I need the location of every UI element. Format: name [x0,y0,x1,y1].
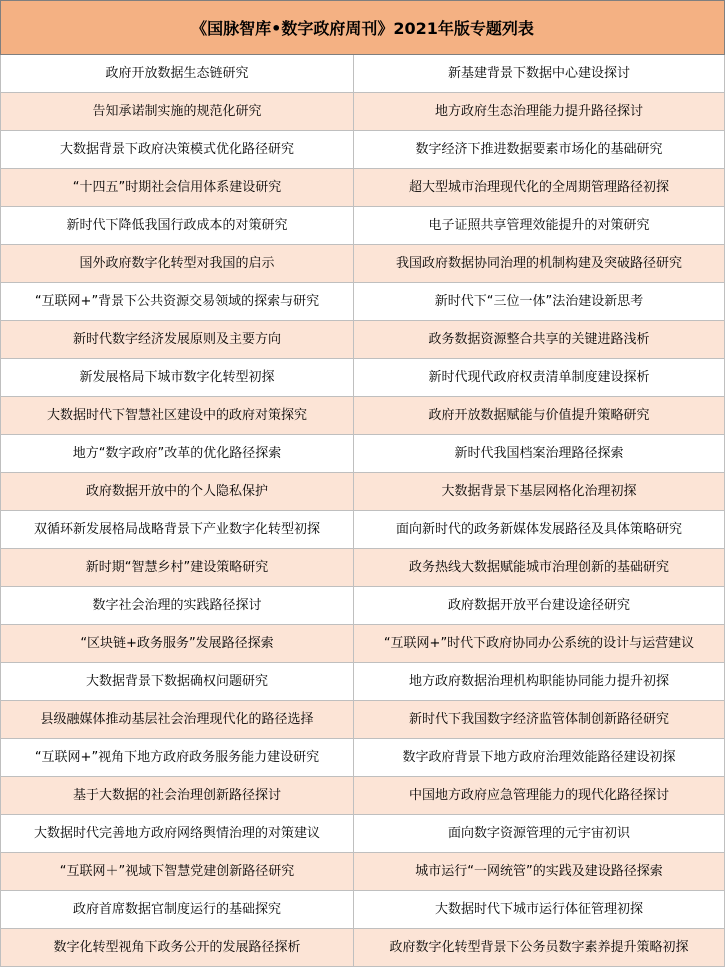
table-cell: 告知承诺制实施的规范化研究 [0,93,354,131]
table-row [0,891,725,929]
table-row [0,929,725,967]
table-cell: 新时代下降低我国行政成本的对策研究 [0,207,354,245]
table-cell: 县级融媒体推动基层社会治理现代化的路径选择 [0,701,354,739]
table-cell: 大数据背景下基层网格化治理初探 [354,473,725,511]
table-cell: 城市运行“一网统管”的实践及建设路径探索 [354,853,725,891]
table-cell: 政府首席数据官制度运行的基础探究 [0,891,354,929]
table-row [0,815,725,853]
table-title: 《国脉智库•数字政府周刊》2021年版专题列表 [0,0,725,55]
table-row [0,207,725,245]
table-row [0,283,725,321]
table-cell: 政府数据开放中的个人隐私保护 [0,473,354,511]
table-row [0,359,725,397]
table-cell: 面向数字资源管理的元宇宙初识 [354,815,725,853]
table-cell: 新时代数字经济发展原则及主要方向 [0,321,354,359]
table-cell: “互联网+”视角下地方政府政务服务能力建设研究 [0,739,354,777]
table-cell: 地方“数字政府”改革的优化路径探索 [0,435,354,473]
table-row [0,853,725,891]
table-cell: 大数据背景下数据确权问题研究 [0,663,354,701]
table-cell: 我国政府数据协同治理的机制构建及突破路径研究 [354,245,725,283]
table-cell: “十四五”时期社会信用体系建设研究 [0,169,354,207]
table-row [0,435,725,473]
table-cell: 大数据时代下智慧社区建设中的政府对策探究 [0,397,354,435]
table-cell: 地方政府数据治理机构职能协同能力提升初探 [354,663,725,701]
table-cell: 双循环新发展格局战略背景下产业数字化转型初探 [0,511,354,549]
table-cell: 数字经济下推进数据要素市场化的基础研究 [354,131,725,169]
table-cell: 中国地方政府应急管理能力的现代化路径探讨 [354,777,725,815]
table-row [0,511,725,549]
table-cell: “互联网+”背景下公共资源交易领域的探索与研究 [0,283,354,321]
table-cell: 国外政府数字化转型对我国的启示 [0,245,354,283]
table-row [0,663,725,701]
table-cell: 地方政府生态治理能力提升路径探讨 [354,93,725,131]
table-cell: 新基建背景下数据中心建设探讨 [354,55,725,93]
table-cell: 政务热线大数据赋能城市治理创新的基础研究 [354,549,725,587]
table-row [0,549,725,587]
table-cell: 数字社会治理的实践路径探讨 [0,587,354,625]
table-cell: “区块链+政务服务”发展路径探索 [0,625,354,663]
table-row [0,473,725,511]
table-row [0,777,725,815]
table-cell: 数字政府背景下地方政府治理效能路径建设初探 [354,739,725,777]
table-row [0,739,725,777]
table-cell: 新时代下“三位一体”法治建设新思考 [354,283,725,321]
table-cell: 超大型城市治理现代化的全周期管理路径初探 [354,169,725,207]
table-row [0,625,725,663]
table-cell: 新发展格局下城市数字化转型初探 [0,359,354,397]
table-cell: 新时期“智慧乡村”建设策略研究 [0,549,354,587]
table-row [0,701,725,739]
table-cell: 基于大数据的社会治理创新路径探讨 [0,777,354,815]
table-row [0,587,725,625]
table-cell: 政府数字化转型背景下公务员数字素养提升策略初探 [354,929,725,967]
table-cell: 大数据背景下政府决策模式优化路径研究 [0,131,354,169]
table-cell: “互联网+”时代下政府协同办公系统的设计与运营建议 [354,625,725,663]
table-cell: 大数据时代下城市运行体征管理初探 [354,891,725,929]
table-cell: “互联网＋”视域下智慧党建创新路径研究 [0,853,354,891]
table-cell: 面向新时代的政务新媒体发展路径及具体策略研究 [354,511,725,549]
table-row [0,93,725,131]
table-body [0,55,725,967]
table-cell: 政府开放数据生态链研究 [0,55,354,93]
table-cell: 政府开放数据赋能与价值提升策略研究 [354,397,725,435]
table-cell: 大数据时代完善地方政府网络舆情治理的对策建议 [0,815,354,853]
table-row [0,131,725,169]
table-cell: 电子证照共享管理效能提升的对策研究 [354,207,725,245]
table-cell: 新时代我国档案治理路径探索 [354,435,725,473]
table-row [0,321,725,359]
table-cell: 新时代现代政府权责清单制度建设探析 [354,359,725,397]
table-cell: 数字化转型视角下政务公开的发展路径探析 [0,929,354,967]
table-row [0,169,725,207]
table-row [0,245,725,283]
table-row [0,55,725,93]
table-cell: 政府数据开放平台建设途径研究 [354,587,725,625]
table-row [0,397,725,435]
table-cell: 政务数据资源整合共享的关键进路浅析 [354,321,725,359]
table-cell: 新时代下我国数字经济监管体制创新路径研究 [354,701,725,739]
